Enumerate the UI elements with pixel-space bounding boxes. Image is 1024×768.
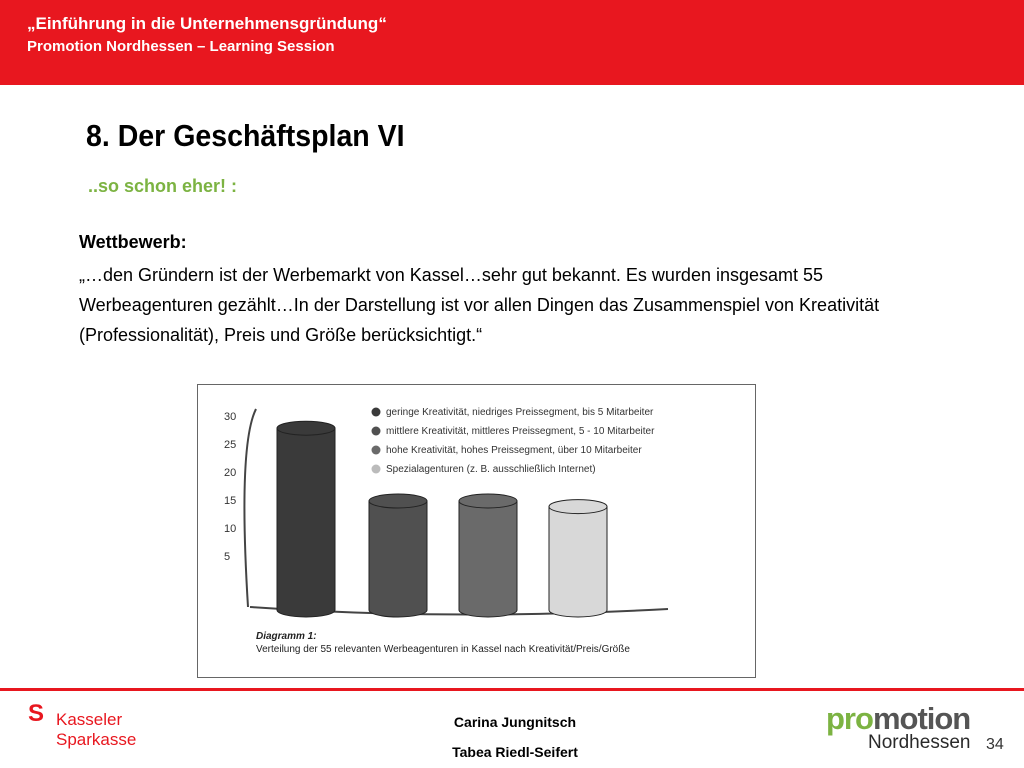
legend-marker (372, 427, 381, 436)
cylinder-bar (369, 494, 427, 617)
sparkasse-name (56, 710, 136, 750)
slide-subtitle: ..so schon eher! : (88, 176, 238, 196)
author-name: Carina Jungnitsch (453, 714, 577, 730)
cylinder-bar (549, 500, 607, 617)
y-tick-label: 20 (224, 467, 237, 479)
author-name: Tabea Riedl-Seifert (452, 744, 578, 760)
promo-region: Nordhessen (868, 732, 971, 753)
cylinder-body (277, 428, 335, 617)
cylinder-cap (277, 421, 335, 435)
chart-caption-title: Diagramm 1: (256, 631, 317, 642)
legend-entry: geringe Kreativität, niedriges Preissegment, bis 5 Mitarbeiter (386, 407, 654, 418)
legend-entry: hohe Kreativität, hohes Preissegment, über 10 Mitarbeiter (386, 445, 642, 456)
presentation-subtitle: Promotion Nordhessen – Learning Session (27, 38, 335, 55)
legend-marker (372, 465, 381, 474)
promo-pro: pro (826, 701, 873, 736)
y-tick-label: 15 (224, 495, 237, 507)
cylinder-cap (459, 494, 517, 508)
legend-entry: mittlere Kreativität, mittleres Preissegment, 5 - 10 Mitarbeiter (386, 426, 655, 437)
footer-divider (0, 688, 1024, 691)
cylinder-bar-chart (198, 385, 755, 677)
promo-motion: motion (872, 701, 971, 736)
cylinder-body (549, 507, 607, 617)
cylinder-body (459, 501, 517, 617)
legend-marker (372, 446, 381, 455)
sparkasse-s-icon: S (28, 700, 45, 727)
presentation-title: „Einführung in die Unternehmensgründung“ (27, 14, 387, 33)
header-band (0, 0, 1024, 85)
y-tick-label: 10 (224, 523, 237, 535)
sparkasse-logo (28, 700, 188, 753)
y-tick-label: 30 (224, 411, 237, 423)
section-label: Wettbewerb: (79, 232, 187, 252)
y-tick-label: 5 (224, 551, 231, 563)
sparkasse-line2: Sparkasse (56, 730, 137, 749)
legend-entry: Spezialagenturen (z. B. ausschließlich Internet) (386, 464, 596, 475)
legend-marker (372, 408, 381, 417)
y-axis (244, 409, 256, 607)
sparkasse-line1: Kasseler (56, 710, 123, 729)
slide-title: 8. Der Geschäftsplan VI (86, 118, 405, 153)
quote-text: „…den Gründern ist der Werbemarkt von Kassel…sehr gut bekannt. Es wurden insgesamt 55 Werbeagenturen gezählt…In der Darstellung ist vor allen Dingen das Zusammenspiel von Kreativität (Professionalität), Preis und Größe berücksichtigt.“ (79, 265, 880, 345)
promotion-nordhessen-logo (826, 703, 976, 761)
cylinder-bar (459, 494, 517, 617)
cylinder-bar (277, 421, 335, 617)
page-number: 34 (986, 736, 1004, 753)
promotion-wordmark (826, 703, 970, 735)
chart-caption: Verteilung der 55 relevanten Werbeagenturen in Kassel nach Kreativität/Preis/Größe (256, 644, 630, 655)
chart-frame (197, 384, 756, 678)
cylinder-cap (369, 494, 427, 508)
cylinder-cap (549, 500, 607, 514)
cylinder-body (369, 501, 427, 617)
y-tick-label: 25 (224, 439, 237, 451)
